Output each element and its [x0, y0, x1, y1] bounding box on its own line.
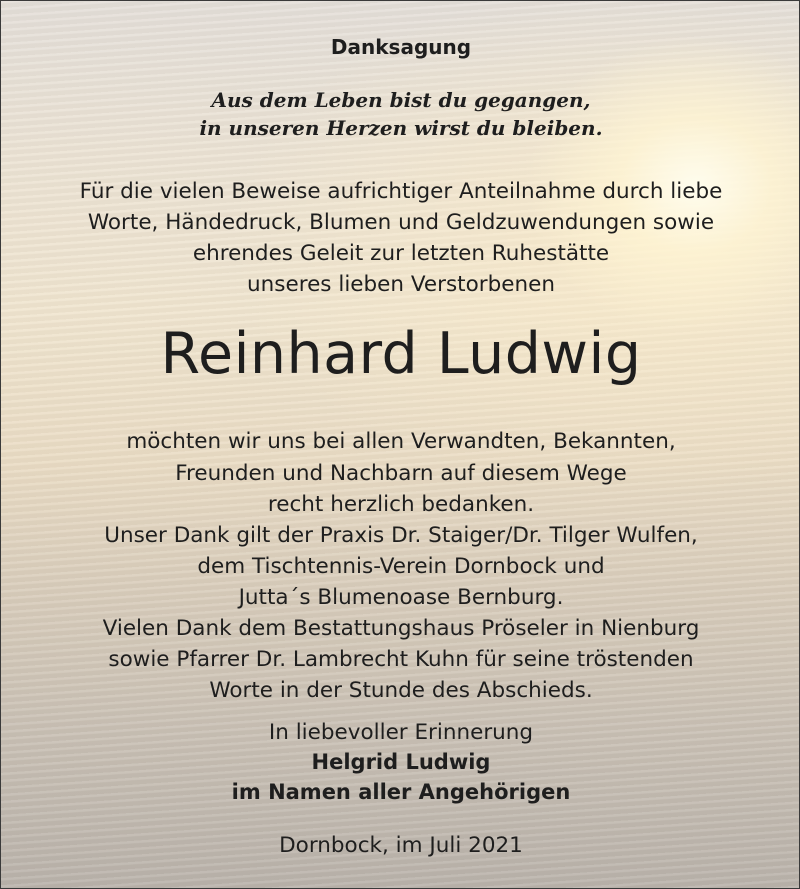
thanks-line-7: Vielen Dank dem Bestattungshaus Pröseler in Nienburg [102, 616, 700, 641]
thanks-line-3: recht herzlich bedanken. [267, 492, 535, 517]
thanks-line-6: Jutta´s Blumenoase Bernburg. [238, 585, 564, 610]
intro-line-4: unseres lieben Verstorbenen [247, 272, 555, 297]
thanks-line-9: Worte in der Stunde des Abschieds. [209, 678, 593, 703]
intro-line-2: Worte, Händedruck, Blumen und Geldzuwendungen sowie [87, 210, 715, 235]
deceased-name: Reinhard Ludwig [160, 321, 642, 387]
thanks-line-8: sowie Pfarrer Dr. Lambrecht Kuhn für seine tröstenden [108, 647, 694, 672]
intro-line-3: ehrendes Geleit zur letzten Ruhestätte [192, 241, 610, 266]
thanks-line-4: Unser Dank gilt der Praxis Dr. Staiger/Dr. Tilger Wulfen, [104, 523, 698, 548]
signer-name: Helgrid Ludwig [311, 750, 491, 774]
heading: Danksagung [330, 35, 472, 59]
remembrance-line: In liebevoller Erinnerung [268, 720, 534, 745]
thanks-line-5: dem Tischtennis-Verein Dornbock und [197, 554, 605, 579]
on-behalf-line: im Namen aller Angehörigen [231, 780, 571, 804]
place-date: Dornbock, im Juli 2021 [279, 833, 523, 858]
motto-line-2: in unseren Herzen wirst du bleiben. [199, 116, 603, 140]
thanks-line-2: Freunden und Nachbarn auf diesem Wege [175, 461, 627, 486]
intro-line-1: Für die vielen Beweise aufrichtiger Anteilnahme durch liebe [79, 179, 723, 204]
thanks-line-1: möchten wir uns bei allen Verwandten, Bekannten, [126, 429, 676, 454]
motto-line-1: Aus dem Leben bist du gegangen, [211, 88, 591, 112]
